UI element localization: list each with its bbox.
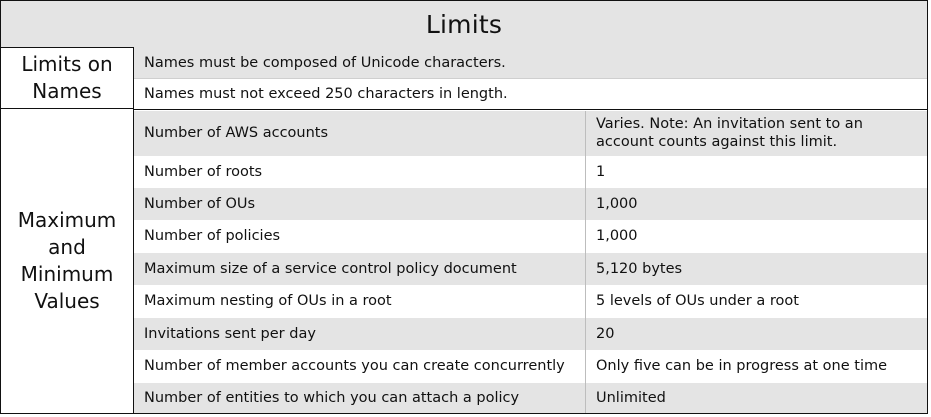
table-row [134, 156, 927, 188]
table-row [134, 285, 927, 318]
limit-item-cell: Number of policies [134, 220, 586, 253]
section-label-max-min-text: Maximum and Minimum Values [17, 208, 117, 313]
limit-value-cell: 5,120 bytes [596, 260, 683, 277]
name-rule-cell: Names must not exceed 250 characters in length. [144, 85, 508, 102]
section-label-names-text: Limits on Names [21, 51, 113, 103]
table-title: Limits [1, 1, 927, 48]
name-rule-cell: Names must be composed of Unicode characters. [144, 54, 506, 71]
limit-value-cell: 1 [596, 163, 606, 180]
limit-value-cell: 20 [596, 325, 615, 342]
limit-value-cell: Only five can be in progress at one time [596, 358, 888, 375]
section-label-max-min [1, 109, 134, 413]
limit-item-cell: Number of roots [134, 156, 586, 188]
limit-value-cell: 5 levels of OUs under a root [596, 293, 799, 310]
limit-value-cell: 1,000 [596, 195, 638, 212]
table-row [134, 47, 927, 79]
limit-value-cell: Unlimited [596, 389, 666, 406]
table-row [134, 188, 927, 221]
table-row [134, 78, 927, 110]
table-row [134, 220, 927, 253]
limit-item-cell: Invitations sent per day [134, 318, 586, 351]
limit-value-cell: 1,000 [596, 228, 638, 245]
table-row [134, 350, 927, 383]
table-row [134, 318, 927, 351]
table-row [134, 383, 927, 413]
limit-item-cell: Maximum nesting of OUs in a root [134, 285, 586, 318]
table-row [134, 111, 927, 156]
section-label-names [1, 47, 134, 109]
limit-item-cell: Number of entities to which you can attach a policy [134, 383, 586, 413]
limit-item-cell: Maximum size of a service control policy document [134, 253, 586, 286]
table-row [134, 253, 927, 286]
limit-value-cell: Varies. Note: An invitation sent to an account counts against this limit. [596, 116, 863, 150]
limit-item-cell: Number of member accounts you can create concurrently [134, 350, 586, 383]
limit-item-cell: Number of AWS accounts [134, 111, 586, 156]
limit-item-cell: Number of OUs [134, 188, 586, 221]
